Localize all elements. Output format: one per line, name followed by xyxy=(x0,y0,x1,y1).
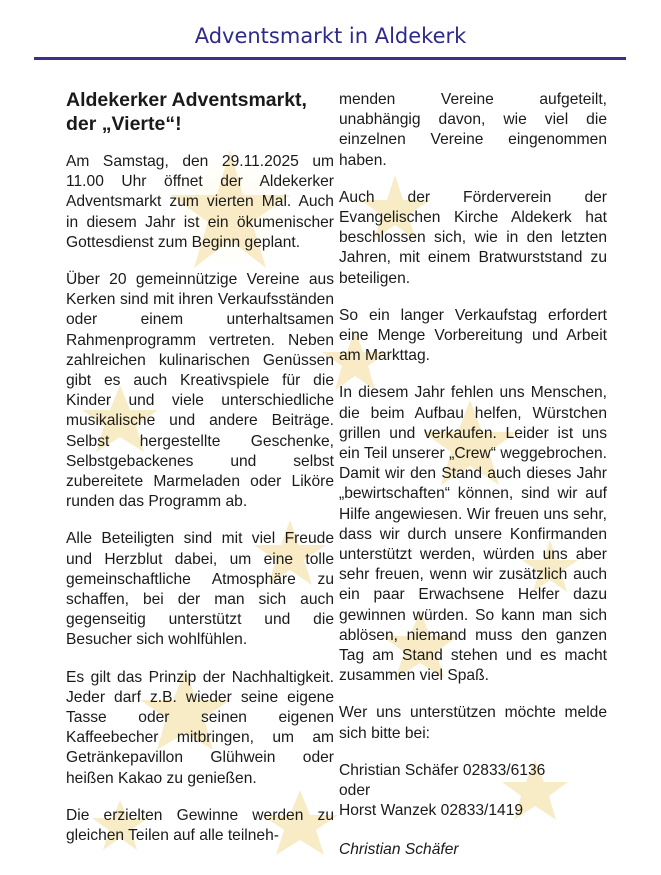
paragraph-foerderverein: Auch der Förderverein der Evangelischen Kirche Aldekerk hat beschlossen sich, wie in den letzten Jahren, mit einem Bratwurststand zu beteiligen. xyxy=(339,188,607,287)
paragraph-verkaufstag: So ein langer Verkaufstag erfordert eine Menge Vorbereitung und Arbeit am Markttag. xyxy=(339,306,607,365)
article-left-column xyxy=(66,88,334,846)
article-right-column xyxy=(339,90,607,875)
paragraph-kontakt-aufruf: Wer uns unterstützen möchte melde sich bitte bei: xyxy=(339,704,607,742)
paragraph-vereine: Über 20 gemeinnützige Vereine aus Kerken sind mit ihren Verkaufsständen oder einem unterhaltsamen Rahmenprogramm vertreten. Neben zahlreichen kulinarischen Genüssen gibt es auch Kreativspiele für die Kinder und viele unterschiedliche musikalische und andere Beiträge. Selbst hergestellte Geschenke, Selbstgebackenes und selbst zubereitete Marmeladen oder Liköre runden das Programm ab. xyxy=(66,271,334,511)
contact-separator: oder xyxy=(339,782,371,800)
author-signature: Christian Schäfer xyxy=(339,840,459,858)
paragraph-nachhaltigkeit: Es gilt das Prinzip der Nachhaltigkeit. Jeder darf z.B. wieder seine eigene Tasse oder seinen eigenen Kaffeebecher mitbringen, um am Getränkepavillon Glühwein oder heißen Kakao zu genießen. xyxy=(66,668,334,787)
paragraph-gewinne-end: menden Vereine aufgeteilt, unabhängig davon, wie viel die einzelnen Vereine eingenommen haben. xyxy=(339,91,607,169)
paragraph-beteiligten: Alle Beteiligten sind mit viel Freude und Herzblut dabei, um eine tolle gemeinschaftliche Atmosphäre zu schaffen, bei der man sich auch gegenseitig unterstützt und die Besucher sich wohlfühlen. xyxy=(66,530,334,649)
paragraph-helfer: In diesem Jahr fehlen uns Menschen, die beim Aufbau helfen, Würstchen grillen und verkaufen. Leider ist uns ein Teil unserer „Crew“ weggebrochen. Damit wir den Stand auch dieses Jahr „bewirtschaften“ können, sind wir auf Hilfe angewiesen. Wir freuen uns sehr, dass wir durch unsere Konfirmanden unterstützt werden, würden uns aber sehr freuen, wenn wir zusätzlich auch ein paar Erwachsene Helfer dazu gewinnen würden. So kann man sich ablösen, niemand muss den ganzen Tag am Stand stehen und es macht zusammen viel Spaß. xyxy=(339,384,607,685)
contact-horst-wanzek: Horst Wanzek 02833/1419 xyxy=(339,802,524,820)
paragraph-intro: Am Samstag, den 29.11.2025 um 11.00 Uhr öffnet der Aldekerker Adventsmarkt zum vierten Mal. Auch in diesem Jahr ist ein ökumenischer Gottesdienst zum Beginn geplant. xyxy=(66,153,334,251)
article-heading-line-2: der „Vierte“! xyxy=(66,113,182,135)
page-header-title: Adventsmarkt in Aldekerk xyxy=(194,24,467,48)
article-heading-line-1: Aldekerker Adventsmarkt, xyxy=(66,89,307,111)
article-heading xyxy=(66,88,334,136)
paragraph-gewinne-start: Die erzielten Gewinne werden zu gleichen Teilen auf alle teilneh- xyxy=(66,806,334,845)
contact-christian-schaefer: Christian Schäfer 02833/6136 xyxy=(339,761,546,779)
